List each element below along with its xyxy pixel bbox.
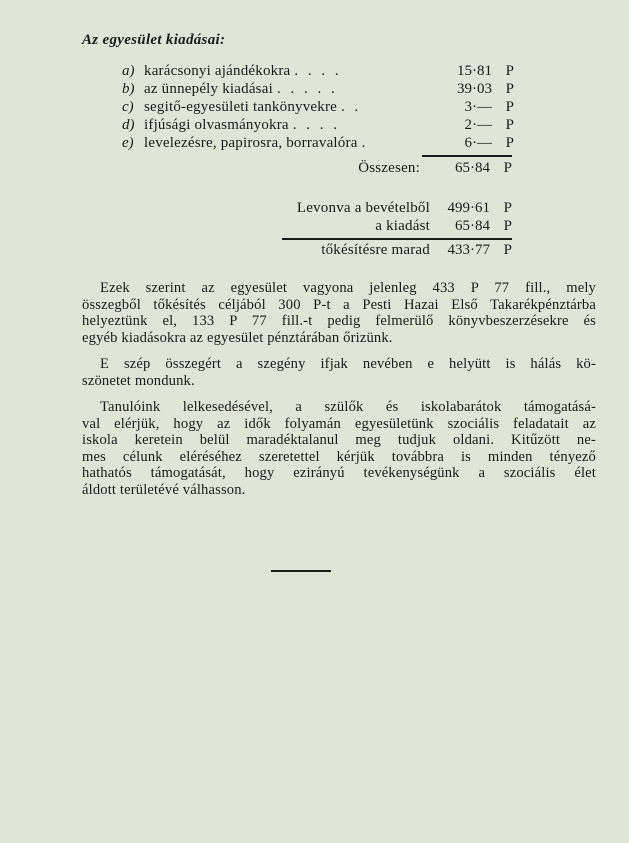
expense-amount: 15·81 <box>457 63 492 79</box>
paragraph-line: E szép összegért a szegény ifjak nevében e helyütt is hálás kö- <box>100 356 596 372</box>
remaining-label: tőkésítésre marad <box>321 242 430 258</box>
expense-label: ifjúsági olvasmányokra <box>144 117 289 133</box>
expense-dots: . . . . <box>294 63 342 79</box>
expense-label: az ünnepély kiadásai <box>144 81 273 97</box>
section-heading: Az egyesület kiadásai: <box>82 32 226 48</box>
paragraph-line: Ezek szerint az egyesület vagyona jelenleg 433 P 77 fill., mely <box>100 280 596 296</box>
total-rule <box>422 155 512 157</box>
expense-amount: 3·— <box>464 99 492 115</box>
expense-item <box>122 117 514 135</box>
expense-currency: P <box>505 81 514 97</box>
paragraph-line: összegből tőkésítés céljából 300 P-t a Pesti Hazai Első Takarékpénztárba <box>82 296 596 313</box>
expense-label: segitő-egyesületi tankönyvekre <box>144 99 338 115</box>
expense-currency: P <box>505 135 514 151</box>
expense-item <box>122 135 514 153</box>
expense-currency: P <box>505 63 514 79</box>
expense-amount: 6·— <box>464 135 492 151</box>
remaining-currency: P <box>503 242 512 258</box>
total-amount: 65·84 <box>455 160 490 176</box>
total-currency: P <box>503 160 512 176</box>
balance-row <box>230 218 512 238</box>
paragraph-line: mes célunk eléréséhez szeretettel kérjük továbbra is minden tényező <box>82 448 596 465</box>
remaining-rule <box>282 238 512 240</box>
expense-list <box>122 63 514 153</box>
remaining-amount: 433·77 <box>447 242 490 258</box>
expense-item <box>122 63 514 81</box>
remaining-row <box>230 242 512 262</box>
expense-item <box>122 99 514 117</box>
paragraph-line: Tanulóink lelkesedésével, a szülők és iskolabarátok támogatásá- <box>100 399 596 415</box>
expense-amount: 39·03 <box>457 81 492 97</box>
expense-item <box>122 81 514 99</box>
expense-letter: e) <box>122 135 134 151</box>
balance-amount: 499·61 <box>447 200 490 216</box>
expense-dots: . . . . <box>292 117 341 133</box>
expense-amount: 2·— <box>464 117 492 133</box>
expense-letter: d) <box>122 117 135 133</box>
expense-letter: a) <box>122 63 135 79</box>
expense-letter: b) <box>122 81 135 97</box>
balance-amount: 65·84 <box>455 218 490 234</box>
expense-currency: P <box>505 117 514 133</box>
total-row <box>230 160 512 180</box>
paragraph-line: egyéb kiadásokra az egyesület pénztárában őrizünk. <box>82 329 393 346</box>
expense-label: levelezésre, papirosra, borravalóra <box>144 135 358 151</box>
paragraph-appeal <box>82 399 596 498</box>
expense-label: karácsonyi ajándékokra <box>144 63 291 79</box>
total-label: Összesen: <box>358 160 420 176</box>
paragraph-assets <box>82 280 596 346</box>
expense-dots: . <box>361 135 369 151</box>
end-divider <box>271 570 331 572</box>
paragraph-thanks <box>82 356 596 389</box>
expense-letter: c) <box>122 99 134 115</box>
paragraph-line: helyeztünk el, 133 P 77 fill.-t pedig felmerülő könyvbeszerzésekre és <box>82 313 596 329</box>
paragraph-line: val elérjük, hogy az idők folyamán egyesületünk szociális feladatait az <box>82 415 596 432</box>
paragraph-line: áldott területévé válhasson. <box>82 481 246 498</box>
balance-row <box>230 200 512 220</box>
expense-dots: . . <box>341 99 362 115</box>
paragraph-line: szönetet mondunk. <box>82 372 195 389</box>
balance-label: a kiadást <box>375 218 430 234</box>
balance-currency: P <box>503 218 512 234</box>
paragraph-line: iskola keretein belül maradéktalanul meg tudjuk oldani. Kitűzött ne- <box>82 432 596 448</box>
balance-currency: P <box>503 200 512 216</box>
expense-currency: P <box>505 99 514 115</box>
expense-dots: . . . . . <box>276 81 338 97</box>
paragraph-line: hathatós támogatását, hogy ezirányú tevékenységünk a szociális élet <box>82 465 596 481</box>
balance-label: Levonva a bevételből <box>296 200 430 216</box>
